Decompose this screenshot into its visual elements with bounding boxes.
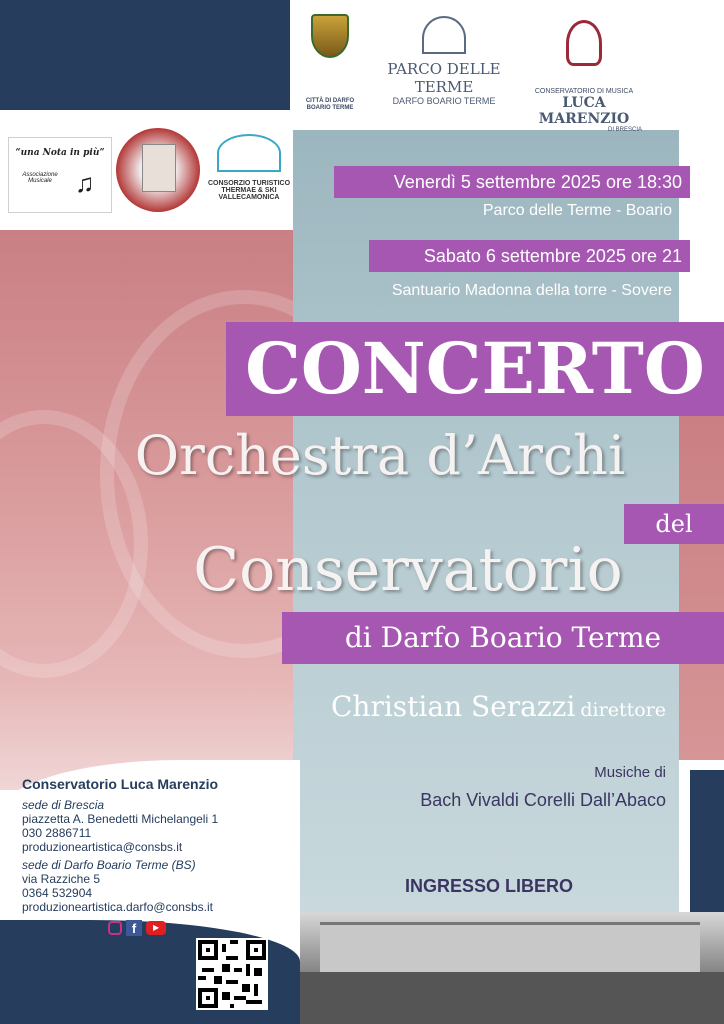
event-2-place: Santuario Madonna della torre - Sovere	[391, 282, 672, 299]
parco-title: PARCO DELLE TERME	[387, 60, 501, 96]
comune-label: CITTÀ DI DARFO BOARIO TERME	[305, 98, 355, 111]
darfo-phone: 0364 532904	[22, 886, 93, 900]
brescia-address: piazzetta A. Benedetti Michelangeli 1	[22, 812, 219, 826]
youtube-icon[interactable]: ▶	[146, 921, 166, 935]
dome-icon	[422, 16, 466, 42]
conservatorio-small: CONSERVATORIO DI MUSICA	[534, 88, 634, 95]
church-icon	[142, 144, 176, 192]
event-1-place: Parco delle Terme - Boario	[482, 202, 672, 219]
brescia-phone: 030 2886711	[22, 826, 92, 840]
conservatorio-title: Conservatorio	[193, 535, 623, 605]
parco-subtitle: DARFO BOARIO TERME	[392, 96, 496, 106]
building-facade	[320, 922, 700, 975]
parco-logo	[378, 16, 510, 106]
associazione-label: Associazione Musicale	[22, 172, 58, 184]
music-label: Musiche di	[594, 764, 666, 781]
associazione-logo	[8, 137, 112, 213]
conservatorio-city: DI BRESCIA	[607, 127, 642, 133]
darfo-address: via Razziche 5	[22, 872, 101, 886]
qr-code-graphic	[198, 940, 266, 1008]
event-1-date: Venerdì 5 settembre 2025 ore 18:30	[334, 166, 690, 198]
city-crest-icon	[311, 14, 349, 58]
qr-code-icon[interactable]	[196, 938, 268, 1010]
lyre-icon	[566, 20, 602, 66]
instagram-icon[interactable]	[108, 921, 122, 935]
santuario-logo	[116, 128, 200, 212]
event-2-date: Sabato 6 settembre 2025 ore 21	[369, 240, 690, 272]
consorzio-sun-icon	[217, 134, 281, 172]
del-word: del	[624, 504, 724, 544]
orchestra-title: Orchestra d’Archi	[134, 424, 626, 487]
contacts-block	[22, 776, 292, 936]
website-link[interactable]: www.consbs.it	[22, 921, 99, 935]
consorzio-line3: VALLECAMONICA	[218, 194, 280, 201]
building-photo	[300, 912, 724, 1024]
ingresso-libero: INGRESSO LIBERO	[404, 876, 574, 896]
consorzio-line1: CONSORZIO TURISTICO	[207, 180, 291, 187]
comune-logo	[298, 14, 362, 112]
garden	[300, 972, 724, 1024]
director-name: Christian Serazzi	[331, 690, 576, 723]
brescia-label: sede di Brescia	[22, 798, 105, 812]
conservatorio-logo	[516, 20, 652, 133]
darfo-subtitle: di Darfo Boario Terme	[282, 612, 724, 664]
facebook-icon[interactable]: f	[126, 920, 142, 936]
associazione-motto: “una Nota in più”	[15, 148, 105, 158]
concerto-title: CONCERTO	[226, 322, 724, 416]
darfo-label: sede di Darfo Boario Terme (BS)	[22, 858, 196, 872]
brescia-email[interactable]: produzioneartistica@consbs.it	[22, 840, 183, 854]
director-role: direttore	[580, 699, 666, 721]
social-row	[22, 920, 292, 936]
consorzio-logo	[206, 130, 292, 216]
music-notes-icon: ♫	[75, 168, 95, 198]
contacts-heading: Conservatorio Luca Marenzio	[22, 776, 219, 792]
consorzio-line2: THERMAE & SKI	[221, 187, 277, 194]
darfo-email[interactable]: produzioneartistica.darfo@consbs.it	[22, 900, 213, 914]
violin-photo-background	[0, 230, 300, 790]
director-line	[300, 690, 666, 723]
composers: Bach Vivaldi Corelli Dall’Abaco	[420, 790, 666, 810]
conservatorio-name: LUCA MARENZIO	[538, 95, 630, 127]
